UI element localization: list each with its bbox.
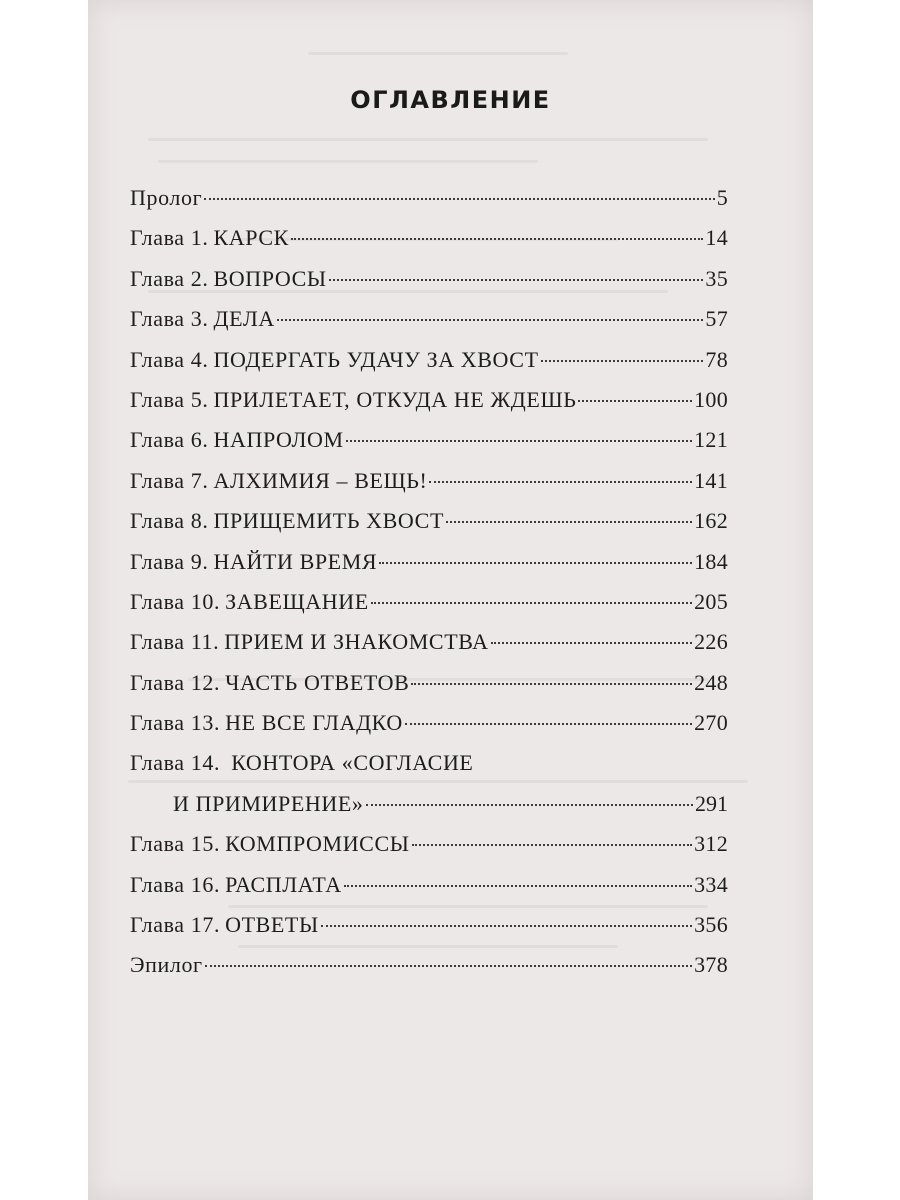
toc-entry-page: 57	[705, 306, 728, 332]
chapter-number: Глава 8.	[130, 508, 209, 534]
toc-entry-chapter-5	[130, 380, 728, 420]
chapter-title: ЗАВЕЩАНИЕ	[225, 588, 369, 614]
chapter-title: АЛХИМИЯ – ВЕЩЬ!	[213, 467, 428, 493]
dot-leader	[491, 642, 692, 644]
toc-entry-page: 356	[694, 912, 728, 938]
chapter-title: ОТВЕТЫ	[225, 912, 319, 938]
chapter-title: КОНТОРА «СОГЛАСИЕ	[231, 750, 474, 776]
chapter-number: Глава 14.	[130, 750, 221, 776]
chapter-number: Глава 11.	[130, 629, 220, 655]
dot-leader	[541, 360, 704, 362]
toc-entry-page: 184	[694, 548, 728, 574]
toc-entry-chapter-7	[130, 461, 728, 501]
dot-leader	[371, 602, 692, 604]
toc-entry-label: Эпилог	[130, 952, 203, 978]
bleed-through-line	[158, 160, 538, 163]
toc-entry-prologue	[130, 178, 728, 218]
chapter-number: Глава 2.	[130, 265, 209, 291]
chapter-title: ПРИЩЕМИТЬ ХВОСТ	[213, 508, 444, 534]
dot-leader	[291, 238, 703, 240]
toc-entry-page: 312	[694, 831, 728, 857]
chapter-title: НАПРОЛОМ	[213, 427, 344, 453]
toc-entry-page: 248	[694, 669, 728, 695]
dot-leader	[429, 481, 692, 483]
toc-entry-page: 78	[705, 346, 728, 372]
chapter-number: Глава 13.	[130, 710, 221, 736]
toc-entry-page: 100	[694, 386, 728, 412]
table-of-contents	[130, 178, 728, 986]
toc-entry-chapter-3	[130, 299, 728, 339]
toc-entry-label: Пролог	[130, 185, 203, 210]
chapter-title: ДЕЛА	[213, 306, 275, 332]
bleed-through-line	[148, 138, 708, 141]
toc-entry-page: 226	[694, 629, 728, 655]
dot-leader	[277, 319, 704, 321]
toc-entry-epilogue	[130, 945, 728, 985]
chapter-title: ПРИЛЕТАЕТ, ОТКУДА НЕ ЖДЕШЬ	[213, 386, 577, 412]
toc-entry-page: 270	[694, 710, 728, 736]
chapter-number: Глава 9.	[130, 548, 209, 574]
chapter-number: Глава 5.	[130, 386, 209, 412]
dot-leader	[321, 925, 692, 927]
chapter-number: Глава 6.	[130, 427, 209, 453]
toc-entry-chapter-4	[130, 340, 728, 380]
chapter-title-continuation: И ПРИМИРЕНИЕ»	[173, 790, 364, 816]
chapter-title: ПРИЕМ И ЗНАКОМСТВА	[224, 629, 489, 655]
dot-leader	[346, 440, 692, 442]
toc-entry-page: 14	[705, 225, 728, 251]
chapter-number: Глава 10.	[130, 588, 221, 614]
toc-entry-chapter-12	[130, 663, 728, 703]
book-page	[88, 0, 813, 1200]
chapter-title: КОМПРОМИССЫ	[225, 831, 410, 857]
chapter-title-line-2	[130, 784, 728, 824]
chapter-title: РАСПЛАТА	[225, 871, 342, 897]
chapter-number: Глава 17.	[130, 912, 221, 938]
chapter-number: Глава 7.	[130, 467, 209, 493]
chapter-number: Глава 16.	[130, 871, 221, 897]
toc-entry-chapter-10	[130, 582, 728, 622]
toc-entry-chapter-8	[130, 501, 728, 541]
toc-entry-chapter-11	[130, 622, 728, 662]
dot-leader	[405, 723, 692, 725]
chapter-title: ВОПРОСЫ	[213, 265, 327, 291]
dot-leader	[329, 279, 704, 281]
toc-entry-chapter-1	[130, 218, 728, 258]
chapter-title: НАЙТИ ВРЕМЯ	[213, 548, 378, 574]
toc-entry-page: 121	[694, 427, 728, 453]
dot-leader	[578, 400, 692, 402]
toc-entry-page: 35	[705, 265, 728, 291]
chapter-number: Глава 12.	[130, 669, 221, 695]
chapter-number: Глава 15.	[130, 831, 221, 857]
dot-leader	[344, 885, 692, 887]
chapter-number: Глава 4.	[130, 346, 209, 372]
chapter-title: НЕ ВСЕ ГЛАДКО	[225, 710, 403, 736]
toc-entry-chapter-2	[130, 259, 728, 299]
toc-entry-page: 5	[716, 185, 728, 210]
dot-leader	[379, 562, 692, 564]
dot-leader	[366, 804, 693, 806]
toc-entry-chapter-6	[130, 420, 728, 460]
toc-entry-chapter-15	[130, 824, 728, 864]
chapter-title: КАРСК	[213, 225, 289, 251]
chapter-title: ПОДЕРГАТЬ УДАЧУ ЗА ХВОСТ	[213, 346, 539, 372]
chapter-title: ЧАСТЬ ОТВЕТОВ	[225, 669, 410, 695]
toc-entry-chapter-17	[130, 905, 728, 945]
dot-leader	[412, 844, 693, 846]
toc-entry-page: 205	[694, 588, 728, 614]
toc-entry-page: 334	[694, 871, 728, 897]
toc-entry-chapter-9	[130, 542, 728, 582]
toc-entry-page: 141	[694, 467, 728, 493]
dot-leader	[204, 198, 714, 200]
chapter-title-line-1	[130, 743, 728, 783]
toc-heading: ОГЛАВЛЕНИЕ	[350, 86, 551, 114]
toc-entry-chapter-14	[130, 743, 728, 824]
bleed-through-line	[308, 52, 568, 55]
toc-entry-chapter-13	[130, 703, 728, 743]
toc-entry-page: 378	[694, 952, 728, 978]
dot-leader	[205, 965, 692, 967]
chapter-number: Глава 1.	[130, 225, 209, 251]
toc-entry-chapter-16	[130, 865, 728, 905]
toc-entry-page: 291	[695, 790, 728, 816]
dot-leader	[446, 521, 692, 523]
toc-entry-page: 162	[694, 508, 728, 534]
chapter-number: Глава 3.	[130, 306, 209, 332]
dot-leader	[411, 683, 692, 685]
